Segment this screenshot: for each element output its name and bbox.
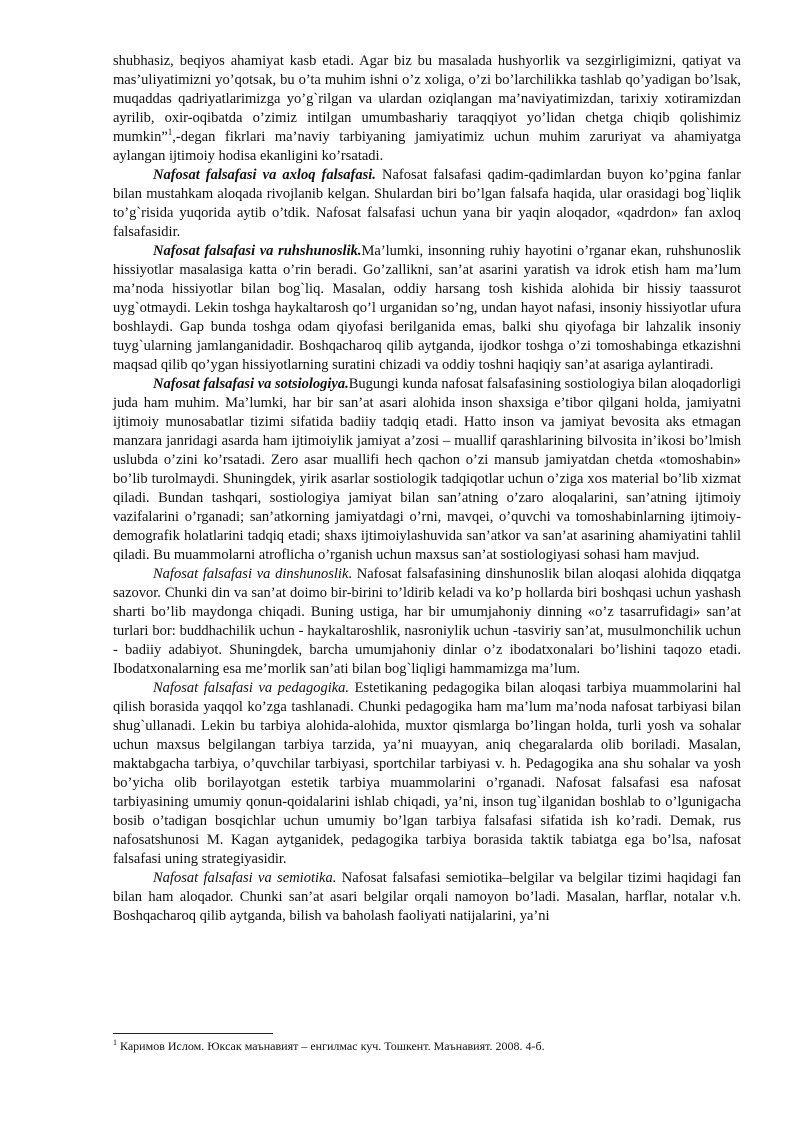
footnote-number: 1	[113, 1038, 117, 1047]
section-sotsiologiya	[113, 375, 741, 565]
section-heading: Nafosat falsafasi va sotsiologiya.	[153, 376, 349, 392]
footnote	[113, 1039, 741, 1054]
section-heading: Nafosat falsafasi va ruhshunoslik.	[153, 243, 362, 259]
paragraph-text: Ma’lumki, insonning ruhiy hayotini o’rganar ekan, ruhshunoslik hissiyotlar masalasiga katta o’rin beradi. Go’zallikni, san’at asarini yaratish va idrok etish ham ma’lum ma’noda hissiyotlar bilan bog`liq. Masalan, oddiy harsang tosh kishida alohida bir hissiy taassurot uyg`otmaydi. Lekin toshga haykaltarosh qo’l urganidan so’ng, undan hayot nafasi, insoniy hissiyotlar ufura boshlaydi. Gap bunda toshga odam qiyofasi berilganida emas, balki shu qiyofaga bir lahzalik insoniy tuyg`ularning jamlanganidadir. Boshqacharoq qilib aytganda, ijodkor toshga o’zi tomoshabinga etkazishni maqsad qilib qo’ygan hissiyotlarning suratini chizadi va oddiy toshni haqiqiy san’at asariga aylantiradi.	[113, 243, 742, 373]
paragraph-text: Estetikaning pedagogika bilan aloqasi tarbiya muammolarini hal qilish borasida yaqqol ko’zga tashlanadi. Chunki pedagogika ham ma’lum ma’noda nafosat tarbiyasi bilan shug`ullanadi. Lekin bu tarbiya alohida-alohida, muxtor qismlarga bo’lingan holda, turli yosh va sohalar uchun maxsus belgilangan tarbiya tarzida, ya’ni muayyan, aniq chegaralarda olib boriladi. Masalan, maktabgacha tarbiya, o’quvchilar tarbiyasi, sportchilar tarbiyasi v. h. Pedagogika ana shu sohalar va yosh bo’yicha olib borilayotgan estetik tarbiya muammolarini o’rganadi. Nafosat falsafasi esa nafosat tarbiyasining umumiy qonun-qoidalarini ishlab chiqadi, ya’ni, inson tug`ilganidan boshlab to o’lgunigacha bosib o’tadigan bosqichlar uchun umumiy bo’lgan tarbiya falsafasi sifatida ish ko’radi. Demak, rus nafosatshunosi M. Kagan aytganidek, pedagogika tarbiya borasida taktik tabiatga ega bo’lsa, nafosat falsafasi uning strategiyasidir.	[113, 680, 741, 867]
paragraph-text: Nafosat falsafasi semiotika–belgilar va belgilar tizimi haqidagi fan bilan ham aloqador. Chunki san’at asari belgilar orqali namoyon bo’ladi. Masalan, harflar, notalar v.h. Boshqacharoq qilib aytganda, bilish va baholash faoliyati natijalarini, ya’ni	[113, 870, 742, 924]
section-semiotika	[113, 869, 741, 926]
section-axloq	[113, 166, 741, 242]
document-body	[113, 52, 741, 926]
paragraph-text: Nafosat falsafasi qadim-qadimlardan buyon ko’pgina fanlar bilan mustahkam aloqada rivojlanib kelgan. Shulardan biri bo’lgan falsafa haqida, ular orasidagi bog`liqlik to’g`risida yuqorida aytib o’tdik. Nafosat falsafasi uchun yana bir yaqin aloqador, «qadrdon» fan axloq falsafasidir.	[113, 167, 742, 240]
paragraph-text: shubhasiz, beqiyos ahamiyat kasb etadi. Agar biz bu masalada hushyorlik va sezgirligimizni, qatiyat va mas’uliyatimizni yo’qotsak, bu o’ta muhim ishni o’z xoliga, o’zi bo’larchilikka tashlab qo’yadigan bo’lsak, muqaddas qadriyatlarimizga yo’g`rilgan va ulardan oziqlangan ma’naviyatimizdan, tarixiy xotiramizdan ayrilib, oxir-oqibatda o’zimiz intilgan umumbashariy taraqqiyot yo’lidan chetga chiqib qolishimiz mumkin”	[113, 53, 741, 145]
paragraph-continuation	[113, 52, 741, 166]
paragraph-text-tail: ,-degan fikrlari ma’naviy tarbiyaning jamiyatimiz uchun muhim zaruriyat va ahamiyatga aylangan ijtimoiy hodisa ekanligini ko’rsatadi.	[113, 129, 741, 164]
section-heading: Nafosat falsafasi va axloq falsafasi.	[153, 167, 376, 183]
section-heading: Nafosat falsafasi va pedagogika.	[153, 680, 350, 696]
section-ruhshunoslik	[113, 242, 741, 375]
paragraph-text: . Nafosat falsafasining dinshunoslik bilan aloqasi alohida diqqatga sazovor. Chunki din va san’at doimo bir-birini to’ldirib keladi va ko’p hollarda biri boshqasi uchun yashash sharti bo’lib maydonga chiqadi. Buning ustiga, har bir umumjahoniy dinning «o’z tasarrufidagi» san’at turlari bor: buddhachilik uchun - haykaltaroshlik, nasroniylik uchun -tasviriy san’at, musulmonchilik uchun - badiiy adabiyot. Shuningdek, barcha umumjahoniy dinlar o’z ibodatxonalari bo’lishini taqozo etadi. Ibodatxonalarning esa me’morlik san’ati bilan bog`liqligi hammamizga ma’lum.	[113, 566, 741, 677]
section-heading: Nafosat falsafasi va dinshunoslik	[153, 566, 349, 582]
section-dinshunoslik	[113, 565, 741, 679]
footnote-separator	[113, 1033, 273, 1034]
footnote-reference[interactable]: 1	[167, 127, 173, 138]
section-heading: Nafosat falsafasi va semiotika.	[153, 870, 337, 886]
section-pedagogika	[113, 679, 741, 869]
paragraph-text: Bugungi kunda nafosat falsafasining sostiologiya bilan aloqadorligi juda ham muhim. Ma’lumki, har bir san’at asari alohida inson shaxsiga e’tibor qilgani holda, jamiyatni ijtimoiy munosabatlar tizimi sifatida badiiy tadqiq etadi. Hatto inson va jamiyat bevosita aks etmagan manzara janridagi asarda ham ijtimoiylik jamiyat a’zosi – muallif qarashlarining bilvosita in’ikosi bo’lmish uslubda o’zini ko’rsatadi. Zero asar muallifi hech qachon o’zi mansub jamiyatdan chetda «tomoshabin» bo’lib turolmaydi. Shuningdek, yirik asarlar sostiologik tadqiqotlar uchun o’ziga xos material bo’lib xizmat qiladi. Bundan tashqari, sostiologiya jamiyat bilan san’atning o’zaro aloqalarini, san’atning ijtimoiy vazifalarini o’rganadi; san’atkorning jamiyatdagi o’rni, mavqei, o’quvchi va tomoshabinlarning ijtimoiy-demografik holatlarini tadqiq etadi; shaxs ijtimoiylashuvida san’atkor va san’at asarining ahamiyatini tahlil qiladi. Bu muammolarni atroflicha o’rganish uchun maxsus san’at sostiologiyasi sohasi ham mavjud.	[113, 376, 741, 563]
footnote-text: Каримов Ислом. Юксак маънавият – енгилмас куч. Тошкент. Маънавият. 2008. 4-б.	[117, 1039, 545, 1053]
